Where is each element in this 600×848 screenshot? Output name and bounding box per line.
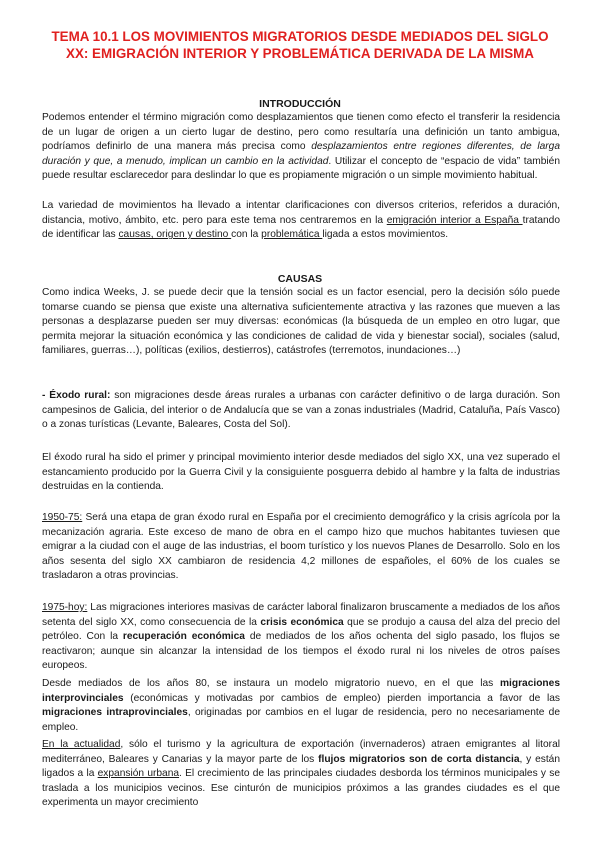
exodo-rural-text: son migraciones desde áreas rurales a urbanas con carácter definitivo o de larga duración. Son campesinos de Galicia, del interior o de Andalucía que se van a zonas industriales (Madrid, Cataluña, País Vasco) o a zonas turísticas (Levante, Baleares, Costa del Sol). xyxy=(42,390,560,431)
period-1950-paragraph xyxy=(42,511,560,584)
period-1975-text-f: de mediados de los años ochenta del siglo pasado, los flujos se reactivaron; aunque sin alcanzar la intensidad de los tiempos el éxodo rural ni los niveles de otros países europeos. xyxy=(42,631,560,672)
intro-p2-problematica: problemática xyxy=(261,229,323,241)
period-1975-text-d: que se produjo a causa del alza del precio del petróleo. Con la xyxy=(42,616,560,643)
intro-p2-causas: causas, origen y destino xyxy=(118,229,232,241)
period-1975-label: 1975-hoy: xyxy=(42,602,88,613)
intro-p1-definition: desplazamientos entre regiones diferentes, de larga duración y que, a menudo, implican un cambio en la actividad xyxy=(42,141,560,167)
period-1980-text-e: , originadas por cambios en el lugar de residencia, pero no necesariamente de empleo. xyxy=(42,707,560,733)
causas-paragraph: Como indica Weeks, J. se puede decir que la tensión social es un factor esencial, pero la decisión sólo puede tomarse cuando se piensa que existe una alternativa suficientemente atractiva y las razones que mueven a las personas a desplazarse pueden ser muy diversas: económicas (la búsqueda de un empleo en otro lugar, que permita mejorar la situación económica y las condiciones de calidad de vida y bienestar social), sociales (salud, familiares, guerras…), políticas (exilios, destierros), catástrofes (terremotos, inundaciones…) xyxy=(42,287,560,357)
period-1980-text-c: (económicas y motivadas por cambios de empleo) pierden importancia a favor de las xyxy=(123,692,560,704)
intro-p2-text-c: tratando de identificar las xyxy=(42,214,560,241)
exodo-rural-label: - Éxodo rural: xyxy=(42,390,111,401)
intro-p2-text-e: con la xyxy=(231,229,262,241)
intro-paragraph-1 xyxy=(42,111,560,184)
actualidad-text-b: , sólo el turismo y la agricultura de exportación (invernaderos) atraen emigrantes al litoral mediterráneo, Baleares y Canarias y la mayor parte de los xyxy=(42,739,561,765)
actualidad-label: En la actualidad xyxy=(42,739,121,750)
period-1980-paragraph xyxy=(42,677,560,735)
causas-heading: CAUSAS xyxy=(277,273,323,285)
intro-p2-emigracion-interior: emigración interior a España xyxy=(386,214,523,226)
period-1950-label: 1950-75: xyxy=(42,512,83,523)
actualidad-text-f: . El crecimiento de las principales ciudades desborda los términos municipales y se traslada a los municipios vecinos. Ese cinturón de municipios próximos a las grandes ciudades es el que experimenta un mayor crecimiento xyxy=(42,768,561,809)
migraciones-intraprovinciales: migraciones intraprovinciales xyxy=(42,707,188,719)
expansion-urbana: expansión urbana xyxy=(97,768,180,780)
document-title: TEMA 10.1 LOS MOVIMIENTOS MIGRATORIOS DESDE MEDIADOS DEL SIGLO XX: EMIGRACIÓN INTERIOR Y PROBLEMÁTICA DERIVADA DE LA MISMA xyxy=(51,29,549,61)
exodo-rural-paragraph xyxy=(42,389,560,433)
actualidad-text-d: , y están ligados a la xyxy=(42,753,560,780)
period-1975-paragraph xyxy=(42,601,560,674)
intro-p1-text-c: . Utilizar el concepto de “espacio de vida” también puede resultar esclarecedor para deslindar lo que es propiamente migración o un simple movimiento habitual. xyxy=(42,155,561,182)
period-1950-text: Será una etapa de gran éxodo rural en España por el crecimiento demográfico y la crisis agrícola por la mecanización agraria. Este exceso de mano de obra en el campo hizo que muchos habitantes tuviesen que emigrar a la ciudad con el auge de las industrias, el boom turístico y los nuevos Planes de Desarrollo. Solo en los años sesenta del siglo XX cambiaron de residencia 4,2 millones de españoles, el 60% de los cuales se trasladaron a otras provincias. xyxy=(42,512,560,582)
actualidad-paragraph xyxy=(42,738,560,811)
period-1980-text-a: Desde mediados de los años 80, se instaura un modelo migratorio nuevo, en el que las xyxy=(42,678,500,689)
intro-p2-text-a: La variedad de movimientos ha llevado a intentar clarificaciones con diversos criterios, referidos a duración, distancia, motivo, ámbito, etc. pero para este tema nos centraremos en la xyxy=(42,200,560,226)
crisis-economica: crisis económica xyxy=(260,616,344,628)
exodo-rural-paragraph-2: El éxodo rural ha sido el primer y principal movimiento interior desde mediados del siglo XX, una vez superado el estancamiento producido por la Guerra Civil y la consiguiente posguerra debido al hambre y la falta de industrias destruidas en la contienda. xyxy=(42,452,560,493)
intro-heading: INTRODUCCIÓN xyxy=(259,98,341,110)
intro-p2-text-g: ligada a estos movimientos. xyxy=(322,229,449,241)
intro-paragraph-2 xyxy=(42,199,560,243)
flujos-corta-distancia: flujos migratorios son de corta distancia xyxy=(318,753,520,765)
intro-p1-text-a: Podemos entender el término migración como desplazamientos que tienen como efecto el transferir la residencia de un lugar de origen a un cierto lugar de destino, pero como resultaría una definición un tanto ambigua, podríamos definirlo de una manera más precisa como xyxy=(42,112,560,153)
period-1975-text-b: Las migraciones interiores masivas de carácter laboral finalizaron bruscamente a mediados de los años setenta del siglo XX, como consecuencia de la xyxy=(42,602,560,628)
recuperacion-economica: recuperación económica xyxy=(122,631,245,643)
migraciones-interprovinciales: migraciones interprovinciales xyxy=(42,678,560,704)
